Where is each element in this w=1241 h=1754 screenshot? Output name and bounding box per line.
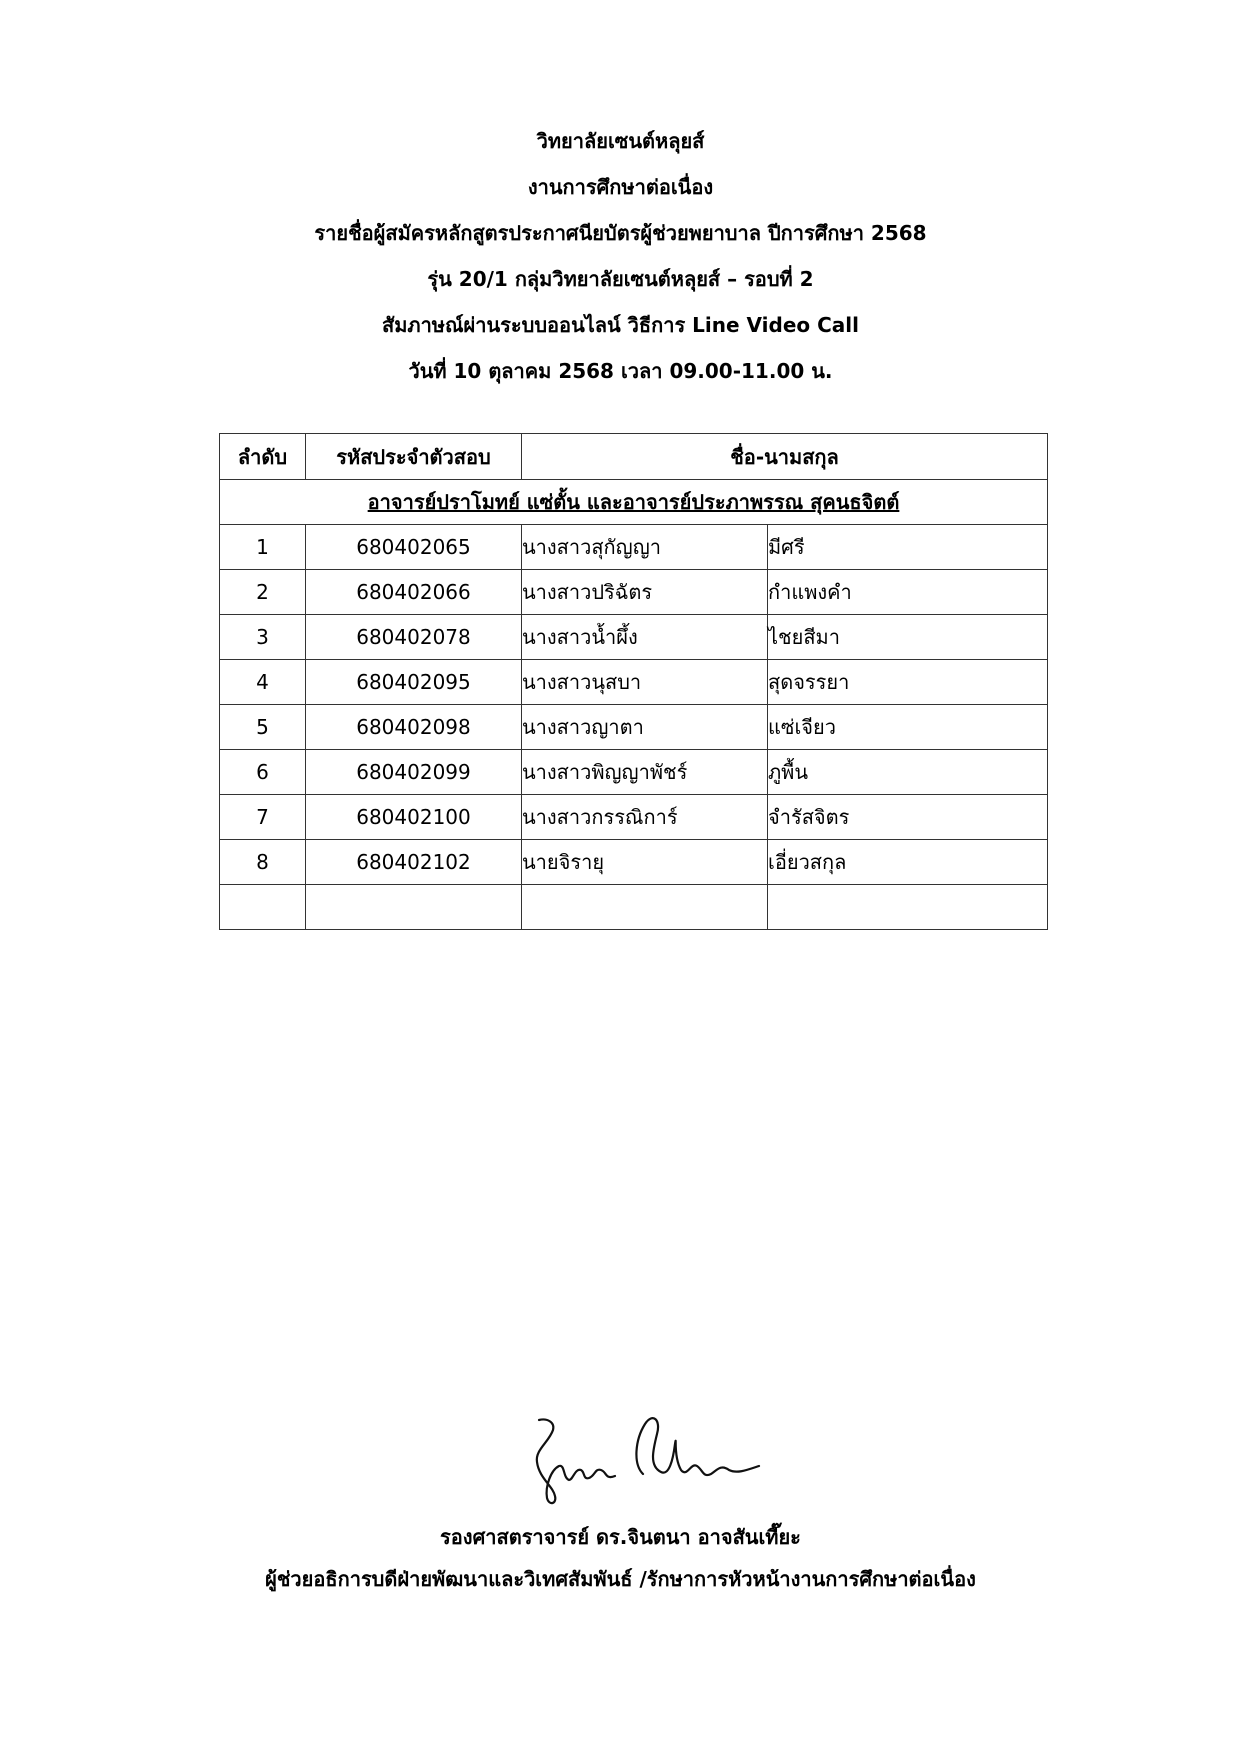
interview-date: วันที่ 10 ตุลาคม 2568 เวลา 09.00-11.00 น. — [408, 359, 833, 383]
table-row — [220, 570, 1048, 615]
row-no: 2 — [220, 570, 306, 615]
row-id: 680402098 — [306, 705, 522, 750]
row-id: 680402065 — [306, 525, 522, 570]
row-last-name: เอี่ยวสกุล — [768, 840, 1048, 885]
table-header-row — [220, 434, 1048, 480]
empty-cell — [306, 885, 522, 930]
column-header-name: ชื่อ-นามสกุล — [522, 434, 1048, 480]
interviewer-group: อาจารย์ปราโมทย์ แซ่ตั้น และอาจารย์ประภาพรรณ สุคนธจิตต์ — [220, 480, 1048, 525]
row-first-name: นางสาวกรรณิการ์ — [522, 795, 768, 840]
signer-position: ผู้ช่วยอธิการบดีฝ่ายพัฒนาและวิเทศสัมพันธ์ /รักษาการหัวหน้างานการศึกษาต่อเนื่อง — [265, 1567, 976, 1591]
row-first-name: นางสาวพิญญาพัชร์ — [522, 750, 768, 795]
row-no: 4 — [220, 660, 306, 705]
group-row — [220, 480, 1048, 525]
table-row — [220, 840, 1048, 885]
column-header-no: ลำดับ — [220, 434, 306, 480]
row-last-name: มีศรี — [768, 525, 1048, 570]
row-id: 680402078 — [306, 615, 522, 660]
empty-cell — [220, 885, 306, 930]
row-first-name: นางสาวญาตา — [522, 705, 768, 750]
row-id: 680402095 — [306, 660, 522, 705]
applicant-table — [219, 433, 1048, 930]
row-first-name: นางสาวสุกัญญา — [522, 525, 768, 570]
list-title: รายชื่อผู้สมัครหลักสูตรประกาศนียบัตรผู้ช่วยพยาบาล ปีการศึกษา 2568 — [314, 221, 927, 245]
document-header — [0, 118, 1241, 394]
row-no: 1 — [220, 525, 306, 570]
row-last-name: ไชยสีมา — [768, 615, 1048, 660]
row-id: 680402100 — [306, 795, 522, 840]
row-id: 680402102 — [306, 840, 522, 885]
row-last-name: กำแพงคำ — [768, 570, 1048, 615]
row-last-name: ภูพื้น — [768, 750, 1048, 795]
row-no: 8 — [220, 840, 306, 885]
row-no: 3 — [220, 615, 306, 660]
row-last-name: สุดจรรยา — [768, 660, 1048, 705]
row-first-name: นางสาวปริฉัตร — [522, 570, 768, 615]
table-row — [220, 795, 1048, 840]
table-row — [220, 525, 1048, 570]
document-footer — [0, 1516, 1241, 1600]
column-header-id: รหัสประจำตัวสอบ — [306, 434, 522, 480]
row-first-name: นางสาวน้ำผึ้ง — [522, 615, 768, 660]
table-row — [220, 660, 1048, 705]
row-first-name: นายจิรายุ — [522, 840, 768, 885]
cohort-round: รุ่น 20/1 กลุ่มวิทยาลัยเซนต์หลุยส์ – รอบที่ 2 — [427, 267, 814, 291]
row-id: 680402099 — [306, 750, 522, 795]
empty-row — [220, 885, 1048, 930]
table-row — [220, 615, 1048, 660]
row-no: 5 — [220, 705, 306, 750]
table-row — [220, 750, 1048, 795]
empty-cell — [768, 885, 1048, 930]
row-id: 680402066 — [306, 570, 522, 615]
row-no: 7 — [220, 795, 306, 840]
row-no: 6 — [220, 750, 306, 795]
empty-cell — [522, 885, 768, 930]
signer-name: รองศาสตราจารย์ ดร.จินตนา อาจสันเที๊ยะ — [440, 1525, 801, 1549]
row-first-name: นางสาวนุสบา — [522, 660, 768, 705]
college-name: วิทยาลัยเซนต์หลุยส์ — [536, 129, 705, 153]
table-row — [220, 705, 1048, 750]
row-last-name: จำรัสจิตร — [768, 795, 1048, 840]
handwritten-signature — [525, 1400, 765, 1510]
interview-method: สัมภาษณ์ผ่านระบบออนไลน์ วิธีการ Line Video Call — [382, 313, 859, 337]
department-name: งานการศึกษาต่อเนื่อง — [527, 175, 714, 199]
row-last-name: แซ่เจียว — [768, 705, 1048, 750]
